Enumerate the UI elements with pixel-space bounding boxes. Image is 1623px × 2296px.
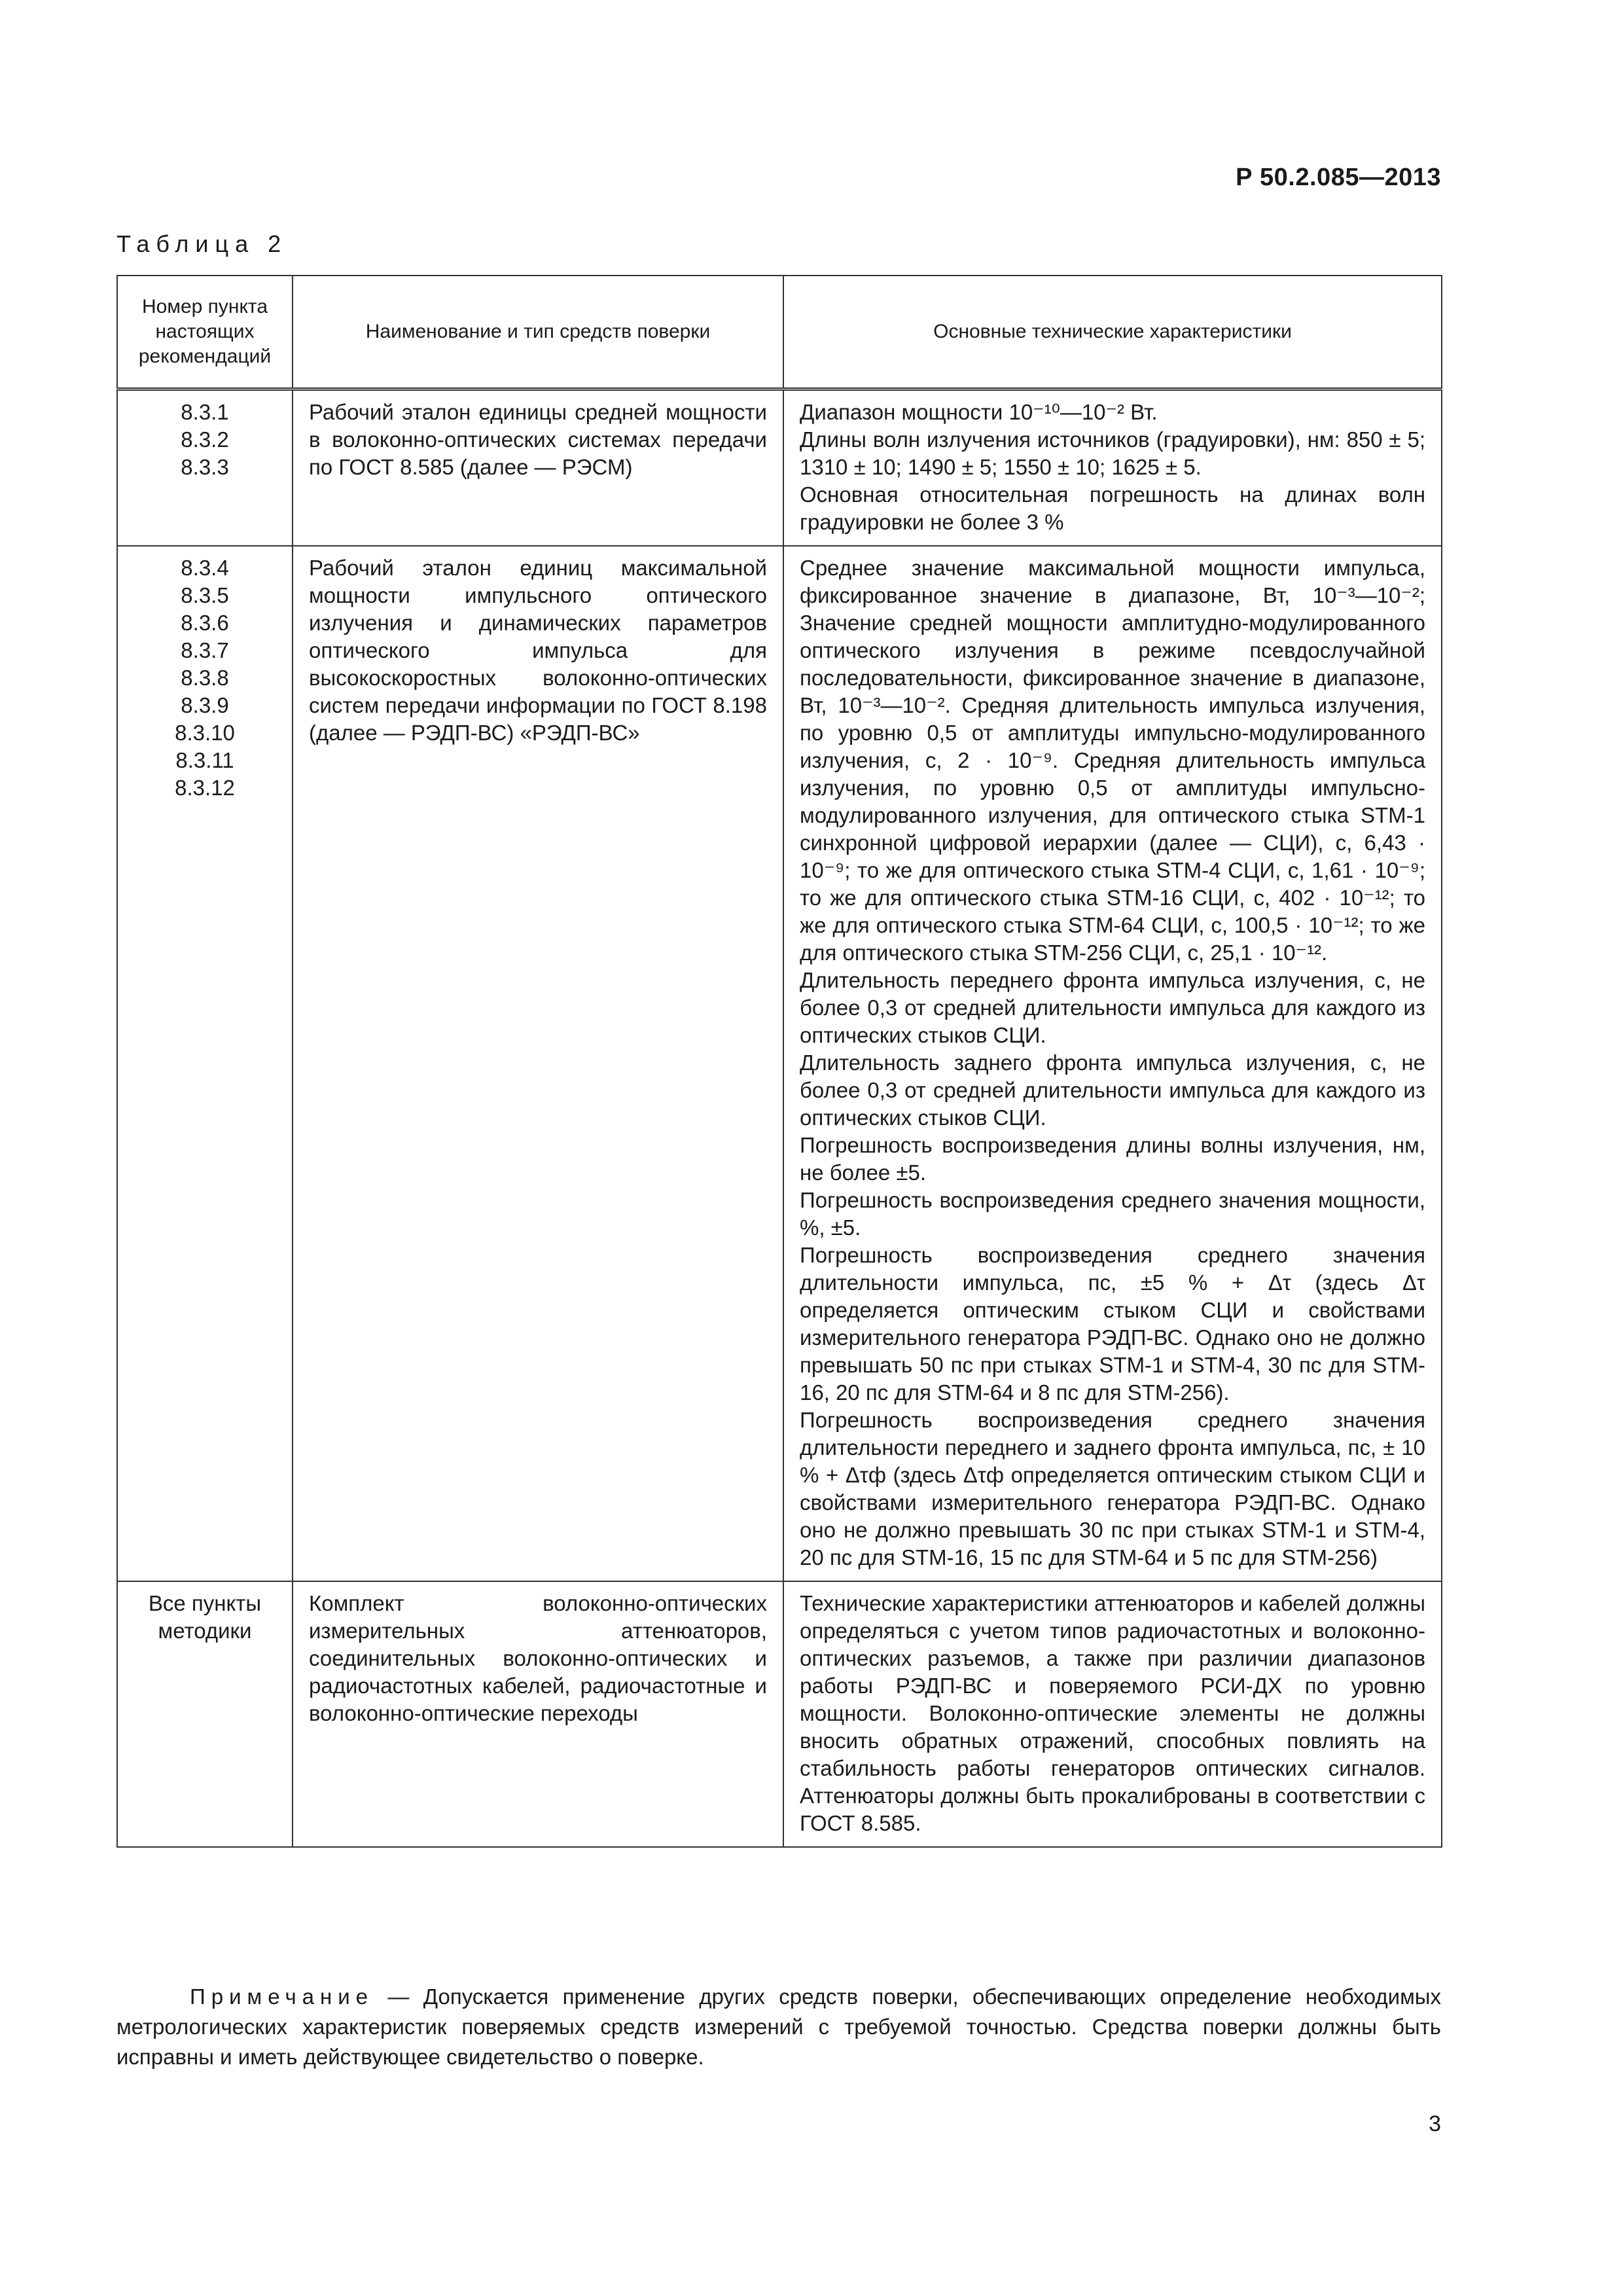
item-number: 8.3.11 — [175, 748, 234, 772]
item-number: 8.3.2 — [181, 427, 229, 452]
item-number: 8.3.6 — [181, 611, 229, 635]
item-number: 8.3.12 — [175, 776, 235, 800]
column-header-tool-name: Наименование и тип средств поверки — [293, 276, 783, 389]
item-number: 8.3.5 — [181, 583, 229, 607]
item-numbers-cell — [117, 546, 293, 1581]
note-text: — Допускается применение других средств поверки, обеспечивающих определение необходимых метрологических характеристик поверяемых средств измерений с требуемой точностью. Средства поверки должны быть исправны и иметь действующее свидетельство о поверке. — [116, 1984, 1442, 2069]
spec-paragraph: Технические характеристики аттенюаторов и кабелей должны определяться с учетом типов радиочастотных и волоконно-оптических разъемов, а также при различии диапазонов работы РЭДП-ВС и поверяемого РСИ-ДХ по уровню мощности. Волоконно-оптические элементы не должны вносить обратных отражений, способных повлиять на стабильность работы генераторов оптических сигналов. Аттенюаторы должны быть прокалиброваны в соответствии с ГОСТ 8.585. — [800, 1591, 1425, 1835]
spec-paragraph: Основная относительная погрешность на длинах волн градуировки не более 3 % — [800, 482, 1425, 534]
item-number: 8.3.9 — [181, 693, 229, 717]
tool-name-cell: Комплект волоконно-оптических измерительных аттенюаторов, соединительных волоконно-оптических и радиочастотных кабелей, радиочастотные и волоконно-оптические переходы — [293, 1581, 783, 1847]
spec-paragraph: Среднее значение максимальной мощности импульса, фиксированное значение в диапазоне, Вт, 10⁻³—10⁻²; Значение средней мощности амплитудно-модулированного оптического излучения в режиме псевдослучайной последовательности, фиксированное значение в диапазоне, Вт, 10⁻³—10⁻². Средняя длительность импульса излучения, по уровню 0,5 от амплитуды импульсно-модулированного излучения, с, 2 · 10⁻⁹. Средняя длительность импульса излучения, по уровню 0,5 от амплитуды импульсно-модулированного излучения, для оптического стыка STM-1 синхронной цифровой иерархии (далее — СЦИ), с, 6,43 · 10⁻⁹; то же для оптического стыка STM-4 СЦИ, с, 1,61 · 10⁻⁹; то же для оптического стыка STM-16 СЦИ, с, 402 · 10⁻¹²; то же для оптического стыка STM-64 СЦИ, с, 100,5 · 10⁻¹²; то же для оптического стыка STM-256 СЦИ, с, 25,1 · 10⁻¹². — [800, 556, 1425, 965]
note-label: Примечание — [190, 1984, 374, 2009]
table-row — [117, 1581, 1442, 1847]
column-header-specifications: Основные технические характеристики — [783, 276, 1442, 389]
item-number: 8.3.4 — [181, 556, 229, 580]
table-row — [117, 546, 1442, 1581]
page-number: 3 — [1429, 2111, 1441, 2136]
table-row — [117, 389, 1442, 547]
spec-paragraph: Длительность заднего фронта импульса излучения, с, не более 0,3 от средней длительности импульса для каждого из оптических стыков СЦИ. — [800, 1050, 1425, 1130]
spec-paragraph: Погрешность воспроизведения длины волны излучения, нм, не более ±5. — [800, 1133, 1425, 1185]
table-header-row — [117, 276, 1442, 389]
item-number: 8.3.3 — [181, 455, 229, 479]
tool-name-cell: Рабочий эталон единицы средней мощности в волоконно-оптических системах передачи по ГОСТ 8.585 (далее — РЭСМ) — [293, 389, 783, 547]
verification-tools-table — [116, 275, 1442, 1848]
table-note — [116, 1982, 1441, 2072]
spec-paragraph: Погрешность воспроизведения среднего значения длительности переднего и заднего фронта импульса, пс, ± 10 % + Δτф (здесь Δτф определяется оптическим стыком СЦИ и свойствами измерительного генератора РЭДП-ВС. Однако оно не должно превышать 30 пс при стыках STM-1 и STM-4, 20 пс для STM-16, 15 пс для STM-64 и 5 пс для STM-256) — [800, 1408, 1425, 1570]
column-header-item-number: Номер пункта настоящих рекомендаций — [117, 276, 293, 389]
item-number: 8.3.10 — [175, 721, 235, 745]
item-numbers-cell — [117, 1581, 293, 1847]
item-numbers-cell — [117, 389, 293, 547]
spec-paragraph: Погрешность воспроизведения среднего значения мощности, %, ±5. — [800, 1188, 1425, 1240]
spec-paragraph: Погрешность воспроизведения среднего значения длительности импульса, пс, ±5 % + Δτ (здесь Δτ определяется оптическим стыком СЦИ и свойствами измерительного генератора РЭДП-ВС. Однако оно не должно превышать 50 пс при стыках STM-1 и STM-4, 30 пс для STM-16, 20 пс для STM-64 и 8 пс для STM-256). — [800, 1243, 1425, 1405]
table-caption: Таблица 2 — [116, 230, 288, 257]
specifications-cell — [783, 546, 1442, 1581]
specifications-cell — [783, 1581, 1442, 1847]
item-number: 8.3.8 — [181, 666, 229, 690]
spec-paragraph: Длительность переднего фронта импульса излучения, с, не более 0,3 от средней длительности импульса для каждого из оптических стыков СЦИ. — [800, 968, 1425, 1047]
spec-paragraph: Длины волн излучения источников (градуировки), нм: 850 ± 5; 1310 ± 10; 1490 ± 5; 1550 ± 10; 1625 ± 5. — [800, 427, 1425, 479]
tool-name-cell: Рабочий эталон единиц максимальной мощности импульсного оптического излучения и динамических параметров оптического импульса для высокоскоростных волоконно-оптических систем передачи информации по ГОСТ 8.198 (далее — РЭДП-ВС) «РЭДП-ВС» — [293, 546, 783, 1581]
document-code: Р 50.2.085—2013 — [1236, 164, 1441, 191]
item-number: Все пункты методики — [148, 1591, 262, 1643]
item-number: 8.3.7 — [181, 638, 229, 662]
item-number: 8.3.1 — [181, 400, 229, 424]
specifications-cell — [783, 389, 1442, 547]
spec-paragraph: Диапазон мощности 10⁻¹⁰—10⁻² Вт. — [800, 400, 1158, 424]
